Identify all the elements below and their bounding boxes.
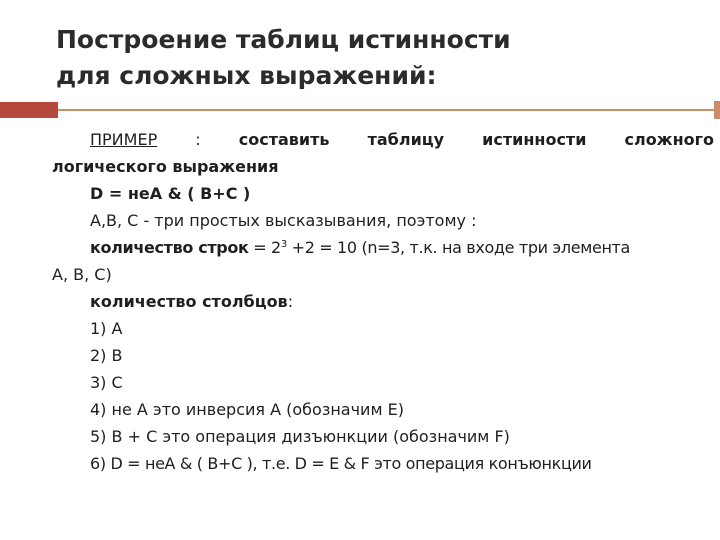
title-accent-block (0, 102, 58, 118)
cols-count-line (52, 288, 714, 315)
list-item: 1) A (90, 319, 123, 338)
slide-body (52, 126, 714, 477)
rows-count-label: количество строк (90, 238, 249, 257)
list-item: 4) не A это инверсия A (обозначим E) (90, 400, 404, 419)
list-item: 6) D = неA & ( B+C ), т.е. D = E & F это операция конъюнкции (90, 454, 592, 473)
title-divider-cap (714, 101, 720, 119)
cols-count-colon: : (287, 292, 294, 311)
example-colon: : (195, 130, 201, 149)
task-word-1: составить (238, 130, 330, 149)
formula-line: D = неA & ( B+C ) (90, 184, 251, 203)
rows-formula-exponent: 3 (280, 239, 287, 250)
slide-title (56, 22, 676, 94)
list-item: 5) B + C это операция дизъюнкции (обозначим F) (90, 427, 510, 446)
title-line-2: для сложных выражений: (56, 61, 437, 90)
task-word-2: таблицу (367, 130, 445, 149)
list-item: 3) C (90, 373, 123, 392)
example-word: ПРИМЕР (90, 130, 158, 149)
title-line-1: Построение таблиц истинности (56, 25, 511, 54)
cols-count-label: количество столбцов (90, 292, 288, 311)
statements-line: A,B, C - три простых высказывания, поэтому : (90, 211, 477, 230)
task-word-4: сложного (624, 130, 714, 149)
rows-formula-part-1: = 2 (248, 238, 281, 257)
rows-formula-part-2: +2 = 10 (n=3, т.к. на входе три элемента (286, 238, 630, 257)
rows-count-line (52, 234, 714, 261)
task-line (52, 126, 714, 153)
task-word-3: истинности (482, 130, 587, 149)
task-tail: логического выражения (52, 157, 279, 176)
title-divider-line (58, 109, 720, 111)
rows-count-tail: A, B, C) (52, 265, 112, 284)
list-item: 2) B (90, 346, 123, 365)
